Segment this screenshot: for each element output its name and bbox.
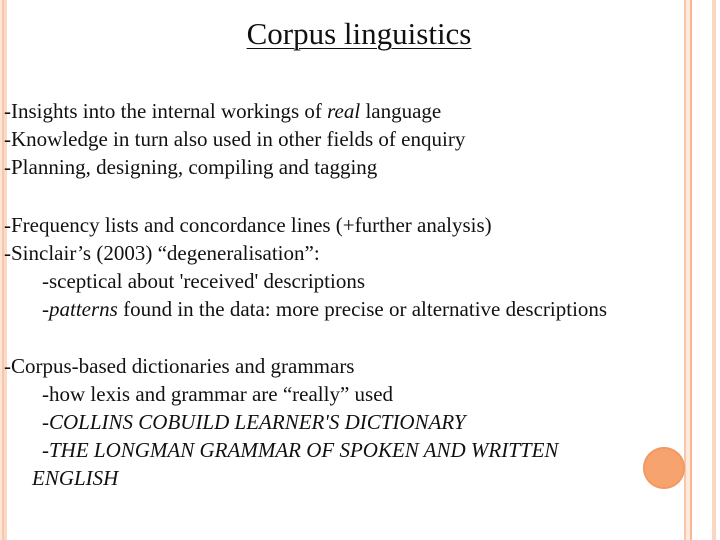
sub-bullet-lexis: -how lexis and grammar are “really” used [42, 382, 394, 406]
bullet-knowledge: -Knowledge in turn also used in other fields of enquiry [4, 127, 466, 151]
sub-bullet-cobuild: -COLLINS COBUILD LEARNER'S DICTIONARY [42, 410, 466, 434]
sub-bullet-longman-continued: ENGLISH [32, 466, 119, 490]
bullet-frequency: -Frequency lists and concordance lines (+further analysis) [4, 213, 492, 237]
bullet-dictionaries: -Corpus-based dictionaries and grammars [4, 354, 355, 378]
slide-body [4, 97, 694, 492]
sub-bullet-patterns: -patterns found in the data: more precise or alternative descriptions [42, 297, 608, 321]
decorative-circle [643, 447, 685, 489]
sub-bullet-longman: -THE LONGMAN GRAMMAR OF SPOKEN AND WRITTEN [42, 438, 559, 462]
bullet-planning: -Planning, designing, compiling and tagging [4, 155, 378, 179]
slide-title: Corpus linguistics [246, 16, 472, 51]
bullet-insights: -Insights into the internal workings of real language [4, 99, 442, 123]
sub-bullet-sceptical: -sceptical about 'received' descriptions [42, 269, 366, 293]
bullet-sinclair: -Sinclair’s (2003) “degeneralisation”: [4, 241, 320, 265]
